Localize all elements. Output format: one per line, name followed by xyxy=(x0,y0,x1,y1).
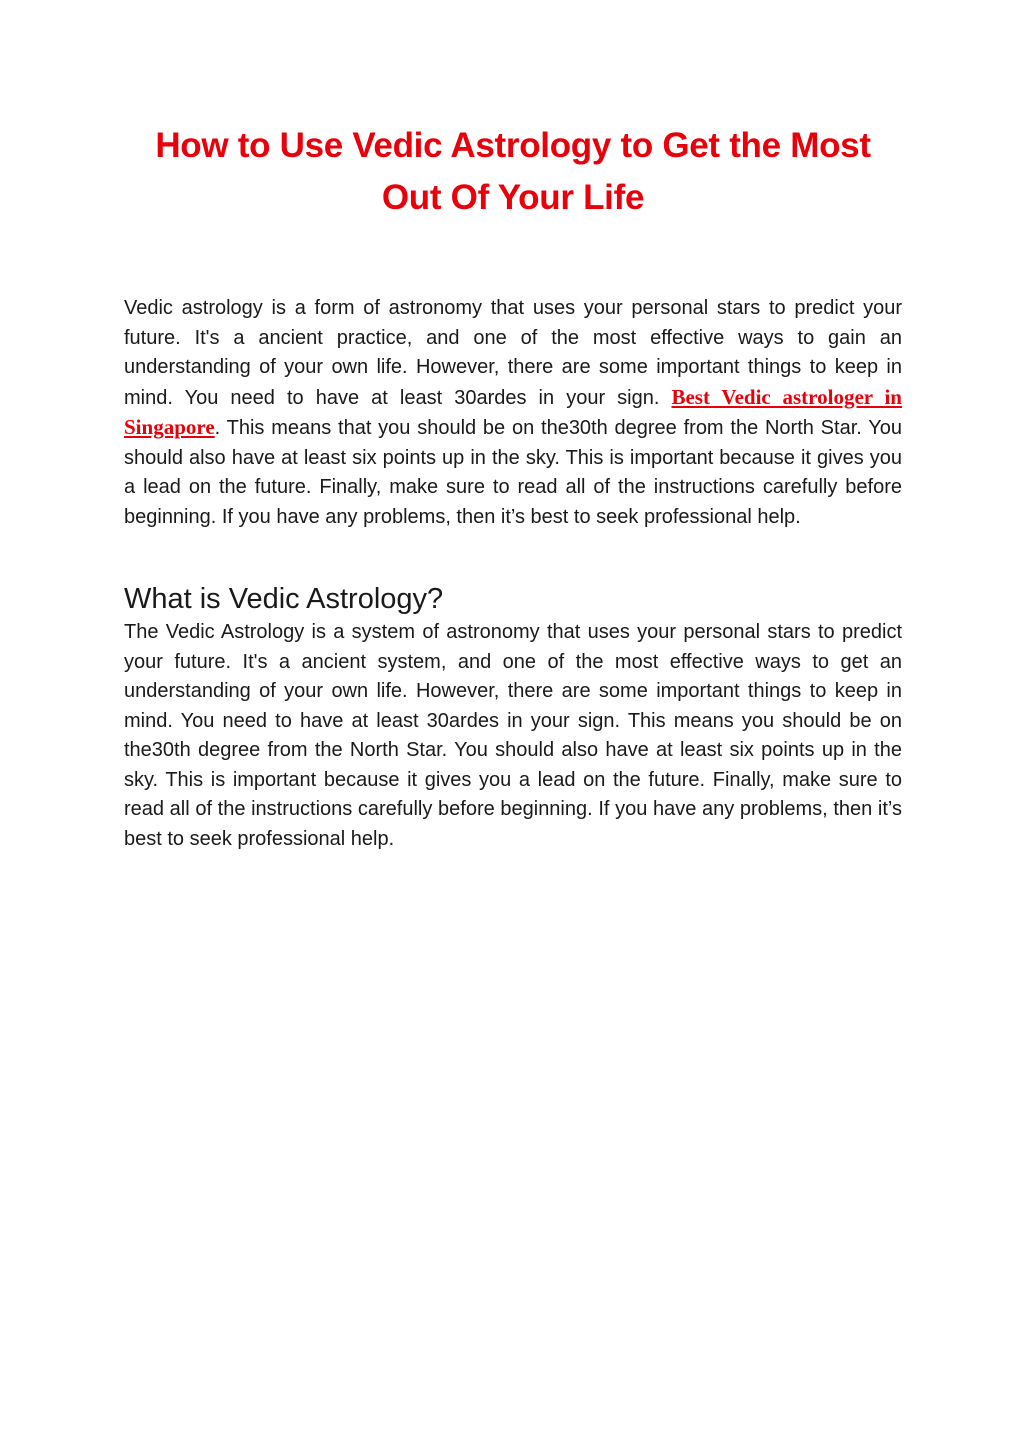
vedic-astrologer-link[interactable]: Best Vedic astrologer in Singapore xyxy=(124,384,902,439)
section-paragraph: The Vedic Astrology is a system of astronomy that uses your personal stars to predict your future. It's a ancient system, and one of the most effective ways to get an understanding of your own life. However, there are some important things to keep in mind. You need to have at least 30ardes in your sign. This means you should be on the30th degree from the North Star. You should also have at least six points up in the sky. This is important because it gives you a lead on the future. Finally, make sure to read all of the instructions carefully before beginning. If you have any problems, then it’s best to seek professional help. xyxy=(124,621,902,850)
document-title: How to Use Vedic Astrology to Get the Most Out Of Your Life xyxy=(155,126,871,217)
intro-text-after-link: . This means that you should be on the30th degree from the North Star. You should also have at least six points up in the sky. This is important because it gives you a lead on the future. Finally, make sure to read all of the instructions carefully before beginning. If you have any problems, then it’s best to seek professional help. xyxy=(124,417,902,528)
intro-text-before-link: Vedic astrology is a form of astronomy that uses your personal stars to predict your future. It's a ancient practice, and one of the most effective ways to gain an understanding of your own life. However, there are some important things to keep in mind. You need to have at least 30ardes in your sign. xyxy=(124,297,902,409)
section-heading: What is Vedic Astrology? xyxy=(124,583,444,615)
document-page xyxy=(124,120,902,854)
intro-paragraph xyxy=(124,294,902,532)
